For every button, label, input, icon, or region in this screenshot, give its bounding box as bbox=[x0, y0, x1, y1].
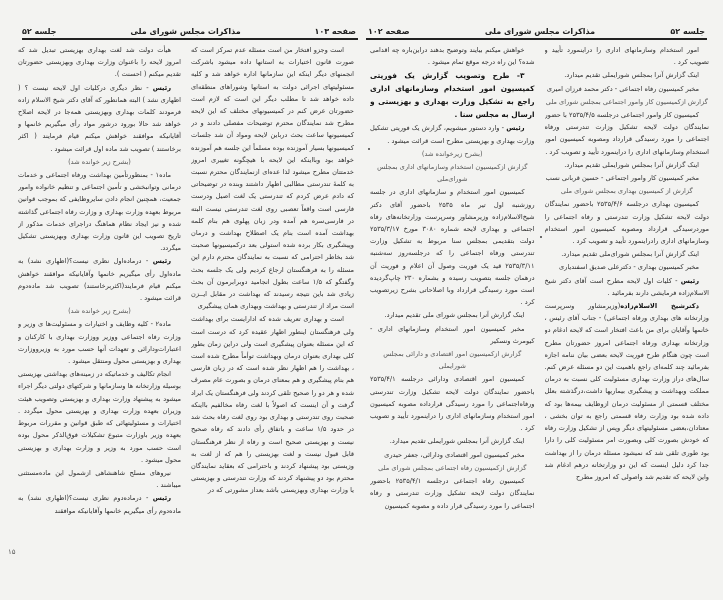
paragraph bbox=[545, 300, 710, 483]
paragraph bbox=[370, 323, 535, 347]
paragraph-text: مخبر کمیسیون بهداری - دکترعلی صدیق اسفندیاری bbox=[559, 263, 699, 272]
left-page-columns bbox=[18, 44, 354, 560]
paragraph-text: مخبر کمیسیون امور اقتصادی ودارائی، جعفر حیدری bbox=[384, 450, 525, 459]
text-column bbox=[370, 44, 535, 560]
section-caption bbox=[370, 148, 535, 160]
paragraph-text: ماده۱ - بمنظورتأمین بهداشت ورفاه اجتماعی و خدمات درمانی وتوانبخشی و تأمین اجتماعی و تنظیم خانواده وامور جمعیت، همچنین انجام دادن سایروظایفی که بموجب قوانین مربوط بعهده وزارت بهداری و وزارت رفاه اجتماعی گذاشته شده و نیز ایجاد نظام هماهنگ دراجرای خدمات مذکور از تاریخ تصویب این قانون وزارت بهداری وبهزیستی تشکیل میگردد. bbox=[18, 171, 181, 253]
paragraph bbox=[370, 449, 535, 461]
paragraph bbox=[18, 169, 181, 254]
paragraph bbox=[370, 122, 535, 146]
paragraph-text: اینک گزارش آنرا بمجلس شورایملی تقدیم میدارد. bbox=[389, 437, 525, 446]
session-number: جلسه ۵۲ bbox=[22, 27, 57, 36]
speaker-name: رئیس bbox=[152, 83, 171, 92]
paragraph-text: مخبر کمیسیون کار وامور اجتماعی - حسین قربانی نسب bbox=[545, 174, 699, 183]
right-page bbox=[362, 0, 723, 600]
paragraph-text: ماده۲ - کلیه وظایف و اختیارات و مسئولیت‌ها ی وزیر و وزارت رفاه اجتماعی ووزیر ووزارت بهداری با کارکنان و اعتبارات‌ودارائی و تعهدات آنها حسب مورد به وزیرووزارت بهداری و بهزیستی محول ومنتقل میشود . bbox=[18, 320, 181, 366]
paragraph-text: است و بهداری تعریف شده که ادارایست برای بهداشت ولی فرهنگستان اینطور اظهار عقیده کرد که درست است که این مسئله بعنوان پیشگیری است ولی دراین زمان بطور کلی بهداری بعنوان درمان وبهداشت توأماً مطرح شده است ، بهداشت را هم اظهار نظر شده است که در زبان فارسی هم بنام پیشگیری و هم بمعنای درمان و بصورت عام مصرف شده و هر دو را صحیح تلقی کردند ولی فرهنگستان یک ایراد گرفت و آن اینست که اصولاً با لغت رفاه مخالفیم بااینکه صحبت روی تندرستی و بهداری بود روی لغت رفاه بحث شد در حدود ۱/۵ ساعت و باتفاق رأی دادند که رفاه صحیح نیست و بهزیستی صحیح است و رفاه از نظر فرهنگستان قابل قبول نیست و لغت بهزیستی را هم که از لغت به وزیستی بود پیشنهاد کردند و باحترامی که بعقاید نمایندگان محترم بود دو پیشنهاد کردند که وزارت تندرستی و بهزیستی یا وزارت بهداری وبهزیستی باشد بعداز مشورتی که در bbox=[191, 315, 354, 495]
paragraph bbox=[18, 492, 181, 516]
section-caption bbox=[18, 305, 181, 317]
paragraph bbox=[370, 309, 535, 321]
left-page-header bbox=[22, 22, 356, 36]
section-caption bbox=[370, 348, 535, 372]
paragraph-text: امور استخدام وسازمانهای اداری را دراینمورد تأیید و تصویب کرد . bbox=[544, 46, 709, 67]
paragraph-text: گزارش از کمیسیون بهداری بمجلس شورای ملی bbox=[560, 187, 693, 196]
header-rule bbox=[22, 38, 358, 40]
paragraph bbox=[18, 318, 181, 367]
section-caption bbox=[370, 462, 535, 474]
paragraph-text: - درماده‌اول نظری نیست؟(اظهاری نشد) به ماده‌اول رأی میگیریم خانمها وآقایانیکه موافقند خواهش میکنم قیام فرمایند(اکثربرخاستند) تصویب شد ماده‌دوم قرائت میشود . bbox=[18, 257, 181, 303]
speaker-name: دکترشیخ الاسلام‌زاده bbox=[620, 302, 699, 311]
paragraph bbox=[191, 44, 354, 312]
page-number: صفحه ۱۰۳ bbox=[314, 27, 356, 36]
paragraph-text: (بشرح زیر خوانده شد) bbox=[68, 307, 131, 316]
text-column bbox=[191, 44, 354, 560]
paragraph bbox=[545, 69, 710, 81]
paragraph bbox=[18, 44, 181, 81]
speaker-name: رئیس bbox=[152, 257, 171, 266]
paragraph-text: - وارد دستور میشویم، گزارش یک فوریتی تشکیل وزارت بهداری و بهزیستی مطرح است قرائت میشود . bbox=[370, 124, 535, 145]
paragraph-text: مخبر کمیسیون امور استخدام وسازمانهای اداری - کیومرث ونسکیر bbox=[370, 324, 535, 345]
paragraph-text: گزارش ازکمیسیون رفاه اجتماعی بمجلس شورای ملی bbox=[378, 463, 527, 472]
paragraph-text: ۳- طرح وتصویب گزارش یک فوریتی کمیسیون امور استخدام وسازمانهای اداری راجع به تشکیل وزارت بهداری و بهزیستی و ارسال به مجلس سنا . bbox=[370, 71, 535, 120]
paragraph-text: اینک گزارش آنرا بمجلس شورایملی تقدیم میدارد. bbox=[564, 71, 699, 80]
section-caption bbox=[545, 185, 710, 197]
paragraph-text: کمیسیون کار وامور اجتماعی درجلسه ۲۵۳۵/۴/۵ با حضور نمایندگان دولت لایحه تشکیل وزارت تندرستی ورفاه اجتماعی را مورد رسیدگی قرارداد ومصوبه کمیسیون امور استخدام وسازمانهای اداری را دراینمورد تأیید و تصویب کرد . bbox=[544, 111, 709, 156]
scan-speck bbox=[540, 236, 542, 238]
paragraph bbox=[191, 313, 354, 496]
scan-speck bbox=[368, 148, 370, 150]
page-number: صفحه ۱۰۲ bbox=[368, 27, 410, 36]
paragraph bbox=[18, 467, 181, 491]
paragraph-text: است وجزو افتخار من است مسئله عدم تمرکز است که صورت قانون اختیارات به استانها داده میشود باشرکت انجمنهای دیگر اینکه این سازمانها اداره خواهد شد و کلیه مسئولیتهای اجرائی دولت به استانها وشوراهای منطقه‌ای داده خواهد شد تا مطلب دیگر این است که لازم است حضورتان عرض کنم در کمیسیونهای مختلف که این لایحه مطرح شد نمایندگان محترم توضیحات مفصلی دادند و در کمیسیونها ساعت بحث درباین لایحه ومواد آن شد جلسات کمیسیونها بسیار آموزنده بوده مسلماً این جلسه هم آموزنده خواهد بود وبااینکه این لایحه با هیچگونه تغییری امروز خدمتتان مطرح میشود لذا عده‌ای ازنمایندگان محترم نسبت به کلمهٔ تندرستی مطالبی اظهار داشتند وبنده در توضیحاتی که دادم عرض کردم که تندرستی یک لغت اصیل ودرست فارسی است واقعاً تعصبی روی لغت تندرستی نیست البته در فارسی‌سره هم آمده ودر زبان پهلوی هم بنام کلمه بهداشت آمده است بنام یک اصطلاح بهداشت و درمان وپیشگیری بکار برده شده استولی بعد درکمیسیونها صحبت شد بخاطر احترامی که نسبت به نمایندگان محترم دارم این مسئله را به فرهنگستان ارجاع کردیم ولی یک جلسه بحث وگفتگو که ۱/۵ ساعت بطول انجامید دوبرابرمون آن بحث زیادی شد باین نتیجه رسیدند که بهداشت در مقابل ایــزن است مراد از تندرستی و بهداشت وبهداری همان پیشگیری bbox=[191, 46, 354, 311]
paragraph-text: اینک گزارش آنرا بمجلس شورایملی تقدیم میدارد. bbox=[564, 160, 699, 169]
section-caption bbox=[18, 156, 181, 168]
paragraph bbox=[370, 186, 535, 308]
text-column bbox=[545, 44, 710, 560]
paragraph-text: مخبر کمیسیون رفاه اجتماعی - دکتر محمد فرزان امیری bbox=[546, 84, 699, 93]
paragraph-text: انجام تکالیف و خدماتیکه در زمینه‌های بهداشتی بهزیستی بوسیله وزارتخانه ها وسازمانها و شرکتهای دولتی دیگر اجراء میشود به پیشنهاد وزارت بهداری و بهزیستی وتصویب هیئت وزیران بعهده وزارت بهداری و بهزیستی محول میگردد . اختیارات و مسئولیتهائی که طبق قوانین و مقررات مربوط بعهده وزیر باوزارت متبوع تشکیلات فوق‌الذکر محول بوده است حسب مورد به وزیر و وزارت بهداری و بهزیستی محول میشود . bbox=[18, 370, 181, 464]
paragraph bbox=[545, 248, 710, 260]
paragraph-text: - نظر دیگری درکلیات اول لایحه نیست ؟ ( اظهاری نشد ) البته همانطور که آقای دکتر شیخ الاسلام زاده فرمودند کلمات بهداری وبهزیستی همه‌جا در لایحه اصلاح خواهد شد حالا بورود درشور مواد رأی میگیریم خانمها و آقایانیکه موافقند خواهش میکنم قیام فرمایند ( اکثر برخاستند ) تصویب شد ماده اول قرائت میشود . bbox=[18, 83, 181, 153]
paragraph bbox=[545, 261, 710, 273]
paragraph-text: - درماده‌دوم نظری نیست؟(اظهاری نشد) به ماده‌دوم رأی میگیریم خانمها وآقایانیکه موافقند bbox=[18, 494, 181, 515]
paragraph-text: (بشرح زیرخوانده شد) bbox=[421, 149, 483, 158]
paragraph bbox=[545, 198, 710, 247]
right-page-header bbox=[368, 22, 705, 36]
paragraph bbox=[18, 82, 181, 155]
paragraph-text: کمیسیون امور اقتصادی ودارائی درجلسه ۲۵۳۵/۴/۱ باحضور نمایندگان دولت لایحه تشکیل وزارت تندرستی ورفاه‌اجتماعی را مورد رسیدگی قرارداده مصوبه کمیسیون امور استخدام وسازمانهای اداری را دراینمورد تأیید و تصویب کرد . bbox=[370, 375, 535, 433]
right-page-columns bbox=[370, 44, 709, 560]
agenda-heading bbox=[370, 69, 535, 121]
speaker-name: رئیس bbox=[152, 494, 171, 503]
paragraph-text: اینک گزارش آنرا بمجلس شورای ملی تقدیم میدارد. bbox=[384, 311, 525, 320]
paragraph-text: خواهش میکنم بیایند وتوضیح بدهند دراین‌باره چه اقدامی شده؟ این راه درجه موقع تمام میشود . bbox=[370, 46, 535, 67]
paragraph-text: (وزیرمشاور وسرپرست وزارتخانه های بهداری ورفاه اجتماعی) - جناب آقای رئیس ، خانمها وآقایان برای من باعث افتخار است که لایحه ادغام دو وزارتخانه بهداری ورفاه اجتماعی امروز حضورتان مطرح است چون هنگام طرح فوریت لایحه بعضی بیان ننامه اجازه بفرمائید چند کلمه‌ای راجع باهمیت این دو مسئله عرض کنم. سال‌های دراز وزارت بهداری مسئولیت کلی نسبت به درمان مملکت وبهداشت و پیشگیری بیماریها داشت،درگذشته بعلل مختلف قسمتی از مسئولیت درمان ازوظایف بیمه‌ها بود که داده شده بود وزارت رفاه قسمتی راجع به توان بخشی ، معتادان،بعضی مسئولیتهای دیگر وپس از تشکیل وزارت رفاه که خودش بصورت کلی وبصورت امر مسئولیت کلی را دارا بود طوری تلقی شد که نمیشود مسئله درمان را از بهداشت جدا کرد دلیل اینست که این دو وزارتخانه درهم ادغام شد واین لایحه که تقدیم شد واصولی که امروز مطرح bbox=[544, 302, 709, 481]
page-title: مذاکرات مجلس شورای ملی bbox=[130, 27, 241, 36]
paragraph-text: هیأت دولت شد لغت بهداری بهزیستی تبدیل شد که امروز لایحه را باعنوان وزارت بهداری وبهزیستی حضورتان تقدیم میکنم ( احسنت ). bbox=[18, 46, 181, 79]
section-caption bbox=[545, 96, 710, 108]
paragraph-text: اینک گزارش آنرا بمجلس شورای‌ملی تقدیم میدارد. bbox=[561, 250, 699, 259]
header-rule bbox=[366, 38, 707, 40]
paragraph bbox=[545, 275, 710, 299]
paragraph bbox=[370, 475, 535, 512]
paragraph-text: کمیسیون امور استخدام و سازمانهای اداری در جلسه روزشنبه اول تیر ماه ۲۵۳۵ باحضور آقای دکتر شیخ‌الاسلام‌زاده وزیرمشاور وسرپرست وزارتخانه‌های رفاه اجتماعی و بهداری لایحه شماره ۳۰۸۰ مورخ ۲۵۳۵/۳/۱۷ دولت بتقدیمی بمجلس سنا مربوط به تشکیل وزارت تندرستی ورفاه اجتماعی را که درجلسه‌روز سه‌شنبه ۲۵۳۵/۳/۱۱ قید یک فوریت وصول آن اعلام و فوریت آن درهمان جلسه بتصویب رسیده و بشماره ۲۳۰ چاپ‌گردیده است مورد رسیدگی قرارداد وبا اصلاحاتی بشرح زیرتصویب کرد . bbox=[370, 188, 535, 307]
text-column bbox=[18, 44, 181, 560]
paragraph-text: کمیسیون رفاه اجتماعی درجلسه ۲۵۳۵/۴/۱ باحضور نمایندگان دولت لایحه تشکیل وزارت تندرستی و رفاه اجتماعی را مورد رسیدگی قرار داده و مصوبه کمیسیون bbox=[370, 477, 535, 510]
paragraph bbox=[545, 172, 710, 184]
paragraph-text: گزارش ازکمیسیون کار وامور اجتماعی بمجلس شورای ملی bbox=[545, 97, 708, 106]
paragraph-text: نیروهای مسلح شاهنشاهی ازشمول این ماده‌مستثنی میباشند . bbox=[18, 468, 181, 490]
paragraph bbox=[545, 83, 710, 95]
paragraph bbox=[370, 373, 535, 434]
margin-note: ۱۵ bbox=[8, 548, 16, 556]
paragraph-text: (بشرح زیر خوانده شد) bbox=[68, 157, 131, 166]
speaker-name: رئیس bbox=[680, 276, 699, 285]
page-title: مذاکرات مجلس شورای ملی bbox=[484, 27, 596, 36]
paragraph-text: گزارش ازکمیسیون امور اقتصادی و دارائی بمجلس شورایملی bbox=[383, 350, 522, 371]
section-caption bbox=[370, 161, 535, 185]
paragraph bbox=[545, 44, 710, 68]
paragraph-text: گزارش ازکمیسیون استخدام وسازمانهای اداری بمجلس شورای‌ملی bbox=[377, 163, 528, 184]
paragraph bbox=[370, 435, 535, 447]
paragraph-text: کمیسیون بهداری درجلسه ۲۵۳۵/۴/۶ باحضور نمایندگان دولت لایحه تشکیل وزارت تندرستی و رفاه اجتماعی را موردرسیدگی قرارداد ومصوبه کمیسیون امور استخدام وسازمانهای اداری رادراینمورد تأیید و تصویب کرد . bbox=[544, 200, 709, 246]
paragraph bbox=[545, 159, 710, 171]
session-number: جلسه ۵۲ bbox=[670, 27, 705, 36]
paragraph bbox=[18, 255, 181, 304]
paragraph bbox=[545, 109, 710, 158]
paragraph bbox=[370, 44, 535, 68]
paragraph-text: - کلیات اول لایحه مطرح است آقای دکتر شیخ الاسلام‌زاده فرمایشی دارند بفرمائید . bbox=[544, 276, 709, 297]
speaker-name: رئیس bbox=[506, 124, 525, 133]
paragraph bbox=[18, 368, 181, 466]
